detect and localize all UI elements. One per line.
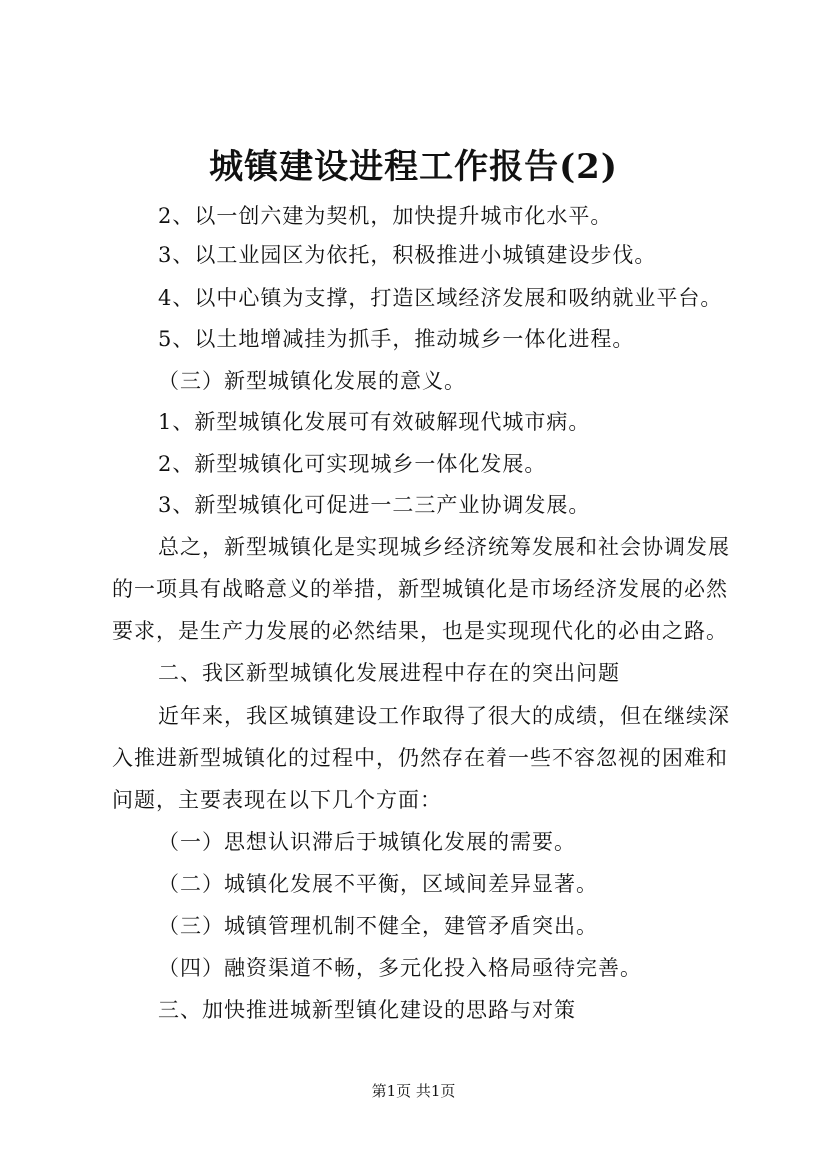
paragraph-line: 3、以工业园区为依托，积极推进小城镇建设步伐。 xyxy=(158,243,657,267)
paragraph-line: （三）城镇管理机制不健全，建管矛盾突出。 xyxy=(158,914,598,938)
paragraph-line: 近年来，我区城镇建设工作取得了很大的成绩，但在继续深 xyxy=(158,704,730,728)
section-heading: 三、加快推进城新型镇化建设的思路与对策 xyxy=(158,998,576,1022)
paragraph-line: 3、新型城镇化可促进一二三产业协调发展。 xyxy=(158,493,591,517)
paragraph-line: 1、新型城镇化发展可有效破解现代城市病。 xyxy=(158,410,591,434)
paragraph-line: 4、以中心镇为支撑，打造区域经济发展和吸纳就业平台。 xyxy=(158,286,723,310)
paragraph-line: （一）思想认识滞后于城镇化发展的需要。 xyxy=(158,830,576,854)
paragraph-line: （二）城镇化发展不平衡，区域间差异显著。 xyxy=(158,872,598,896)
page-footer: 第1页 共1页 xyxy=(371,1082,456,1100)
paragraph-line: 2、以一创六建为契机，加快提升城市化水平。 xyxy=(158,204,613,228)
paragraph-line: 入推进新型城镇化的过程中，仍然存在着一些不容忽视的困难和 xyxy=(112,746,728,770)
paragraph-line: 问题，主要表现在以下几个方面： xyxy=(112,788,442,812)
paragraph-line: 2、新型城镇化可实现城乡一体化发展。 xyxy=(158,452,547,476)
paragraph-line: （三）新型城镇化发展的意义。 xyxy=(158,369,466,393)
paragraph-line: （四）融资渠道不畅，多元化投入格局亟待完善。 xyxy=(158,956,642,980)
paragraph-line: 5、以土地增减挂为抓手，推动城乡一体化进程。 xyxy=(158,327,635,351)
paragraph-line: 总之，新型城镇化是实现城乡经济统筹发展和社会协调发展 xyxy=(158,535,730,559)
page-title: 城镇建设进程工作报告(2) xyxy=(209,147,618,187)
section-heading: 二、我区新型城镇化发展进程中存在的突出问题 xyxy=(158,661,620,685)
paragraph-line: 的一项具有战略意义的举措，新型城镇化是市场经济发展的必然 xyxy=(112,577,728,601)
paragraph-line: 要求，是生产力发展的必然结果，也是实现现代化的必由之路。 xyxy=(112,619,728,643)
